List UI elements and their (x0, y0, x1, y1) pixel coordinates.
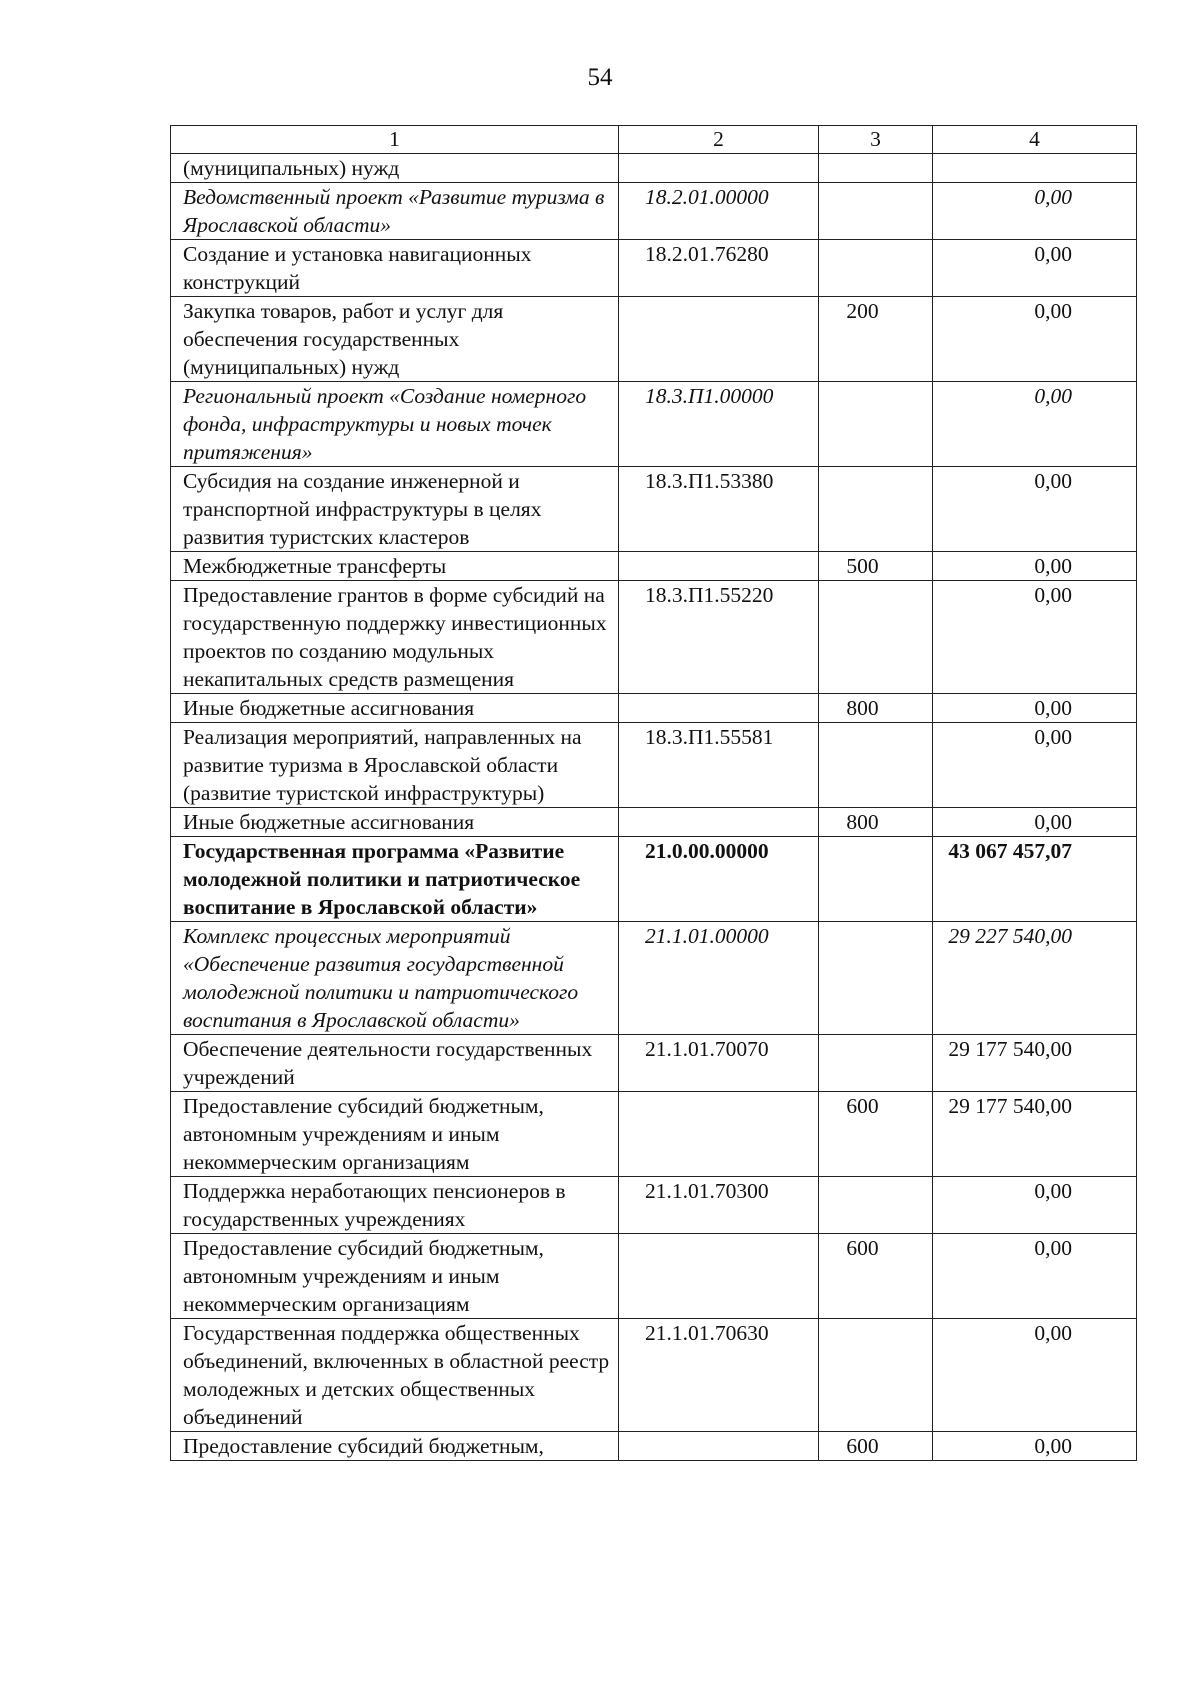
item-name-cell: Предоставление субсидий бюджетным, (171, 1432, 619, 1461)
amount-cell: 0,00 (933, 723, 1137, 808)
amount-cell: 0,00 (933, 183, 1137, 240)
target-code-cell: 18.2.01.00000 (619, 183, 819, 240)
header-row (171, 126, 1137, 154)
item-name-cell: Субсидия на создание инженерной и транспортной инфраструктуры в целях развития туристских кластеров (171, 467, 619, 552)
target-code-cell (619, 1234, 819, 1319)
expense-type-cell: 500 (819, 552, 933, 581)
item-name-cell: Создание и установка навигационных конструкций (171, 240, 619, 297)
table-row (171, 1432, 1137, 1461)
expense-type-cell (819, 154, 933, 183)
table-row (171, 694, 1137, 723)
table-row (171, 808, 1137, 837)
table-row (171, 154, 1137, 183)
target-code-cell: 21.1.01.70300 (619, 1177, 819, 1234)
item-name-cell: Иные бюджетные ассигнования (171, 694, 619, 723)
item-name-cell: Реализация мероприятий, направленных на развитие туризма в Ярославской области (развитие туристской инфраструктуры) (171, 723, 619, 808)
item-name-cell: Предоставление грантов в форме субсидий на государственную поддержку инвестиционных проектов по созданию модульных некапитальных средств размещения (171, 581, 619, 694)
target-code-cell (619, 1432, 819, 1461)
table-row (171, 581, 1137, 694)
amount-cell: 43 067 457,07 (933, 837, 1137, 922)
expense-type-cell (819, 382, 933, 467)
expense-type-cell (819, 240, 933, 297)
item-name-cell: Комплекс процессных мероприятий «Обеспечение развития государственной молодежной политики и патриотического воспитания в Ярославской области» (171, 922, 619, 1035)
target-code-cell (619, 1092, 819, 1177)
item-name-cell: Государственная программа «Развитие молодежной политики и патриотическое воспитание в Ярославской области» (171, 837, 619, 922)
column-header-2: 2 (619, 126, 819, 154)
table-row (171, 183, 1137, 240)
table-row (171, 297, 1137, 382)
target-code-cell: 21.0.00.00000 (619, 837, 819, 922)
page-number: 54 (587, 64, 613, 91)
amount-cell: 29 177 540,00 (933, 1035, 1137, 1092)
expense-type-cell: 200 (819, 297, 933, 382)
table-row (171, 1092, 1137, 1177)
target-code-cell: 21.1.01.70630 (619, 1319, 819, 1432)
item-name-cell: Ведомственный проект «Развитие туризма в Ярославской области» (171, 183, 619, 240)
amount-cell: 29 177 540,00 (933, 1092, 1137, 1177)
expense-type-cell (819, 1177, 933, 1234)
expense-type-cell (819, 183, 933, 240)
table-row (171, 1234, 1137, 1319)
expense-type-cell: 800 (819, 808, 933, 837)
target-code-cell: 18.3.П1.00000 (619, 382, 819, 467)
item-name-cell: Обеспечение деятельности государственных учреждений (171, 1035, 619, 1092)
expense-type-cell: 600 (819, 1432, 933, 1461)
amount-cell: 0,00 (933, 808, 1137, 837)
expense-type-cell (819, 922, 933, 1035)
table-row (171, 552, 1137, 581)
item-name-cell: Государственная поддержка общественных объединений, включенных в областной реестр молодежных и детских общественных объединений (171, 1319, 619, 1432)
table-row (171, 382, 1137, 467)
item-name-cell: Иные бюджетные ассигнования (171, 808, 619, 837)
amount-cell: 0,00 (933, 1319, 1137, 1432)
target-code-cell (619, 808, 819, 837)
column-header-3: 3 (819, 126, 933, 154)
amount-cell: 0,00 (933, 382, 1137, 467)
expense-type-cell (819, 1319, 933, 1432)
amount-cell: 0,00 (933, 467, 1137, 552)
amount-cell: 0,00 (933, 1177, 1137, 1234)
amount-cell: 0,00 (933, 552, 1137, 581)
expense-type-cell (819, 581, 933, 694)
amount-cell: 0,00 (933, 694, 1137, 723)
item-name-cell: (муниципальных) нужд (171, 154, 619, 183)
expense-type-cell (819, 837, 933, 922)
table-row (171, 1035, 1137, 1092)
amount-cell: 0,00 (933, 1432, 1137, 1461)
amount-cell: 0,00 (933, 297, 1137, 382)
target-code-cell (619, 694, 819, 723)
target-code-cell (619, 154, 819, 183)
expense-type-cell (819, 723, 933, 808)
table-row (171, 240, 1137, 297)
target-code-cell: 18.3.П1.53380 (619, 467, 819, 552)
column-header-4: 4 (933, 126, 1137, 154)
amount-cell: 29 227 540,00 (933, 922, 1137, 1035)
expense-type-cell (819, 467, 933, 552)
amount-cell: 0,00 (933, 1234, 1137, 1319)
table-row (171, 1319, 1137, 1432)
table-row (171, 837, 1137, 922)
item-name-cell: Межбюджетные трансферты (171, 552, 619, 581)
table-row (171, 922, 1137, 1035)
item-name-cell: Поддержка неработающих пенсионеров в государственных учреждениях (171, 1177, 619, 1234)
target-code-cell: 18.2.01.76280 (619, 240, 819, 297)
item-name-cell: Предоставление субсидий бюджетным, автономным учреждениям и иным некоммерческим организациям (171, 1234, 619, 1319)
target-code-cell: 21.1.01.70070 (619, 1035, 819, 1092)
amount-cell: 0,00 (933, 581, 1137, 694)
expense-type-cell: 600 (819, 1234, 933, 1319)
target-code-cell (619, 297, 819, 382)
target-code-cell: 21.1.01.00000 (619, 922, 819, 1035)
amount-cell: 0,00 (933, 240, 1137, 297)
item-name-cell: Региональный проект «Создание номерного фонда, инфраструктуры и новых точек притяжения» (171, 382, 619, 467)
amount-cell (933, 154, 1137, 183)
target-code-cell: 18.3.П1.55581 (619, 723, 819, 808)
expense-type-cell: 600 (819, 1092, 933, 1177)
budget-table (170, 125, 1137, 1461)
expense-type-cell: 800 (819, 694, 933, 723)
item-name-cell: Предоставление субсидий бюджетным, автономным учреждениям и иным некоммерческим организациям (171, 1092, 619, 1177)
table-row (171, 467, 1137, 552)
table-row (171, 1177, 1137, 1234)
target-code-cell (619, 552, 819, 581)
expense-type-cell (819, 1035, 933, 1092)
table-body (171, 154, 1137, 1461)
column-header-1: 1 (171, 126, 619, 154)
target-code-cell: 18.3.П1.55220 (619, 581, 819, 694)
table-row (171, 723, 1137, 808)
item-name-cell: Закупка товаров, работ и услуг для обеспечения государственных (муниципальных) нужд (171, 297, 619, 382)
